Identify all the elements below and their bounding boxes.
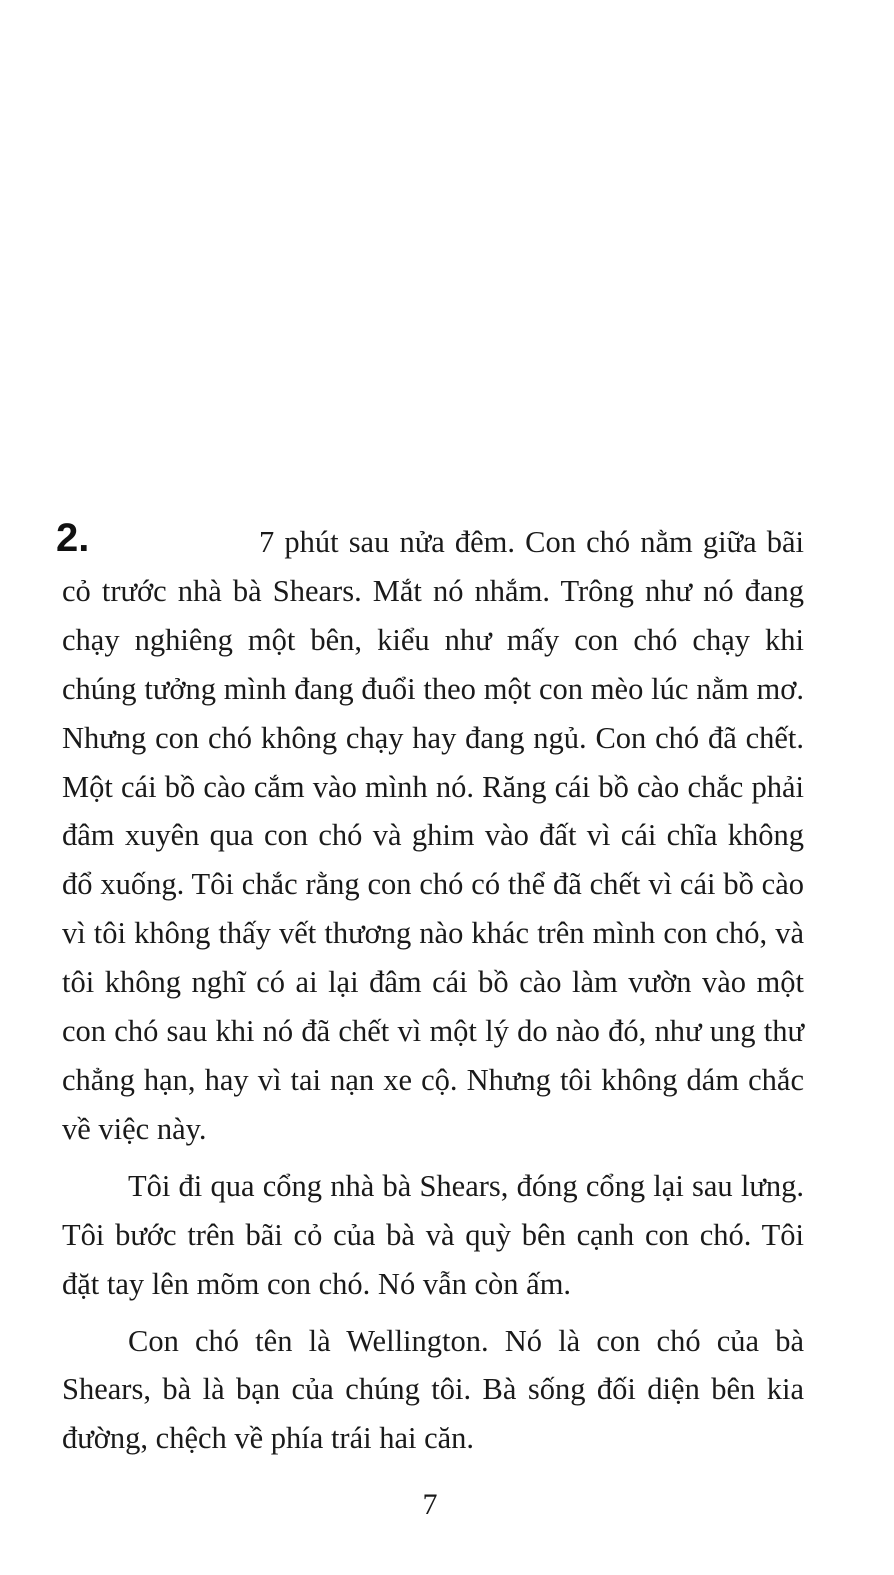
paragraph-1: 7 phút sau nửa đêm. Con chó nằm giữa bãi cỏ trước nhà bà Shears. Mắt nó nhắm. Trông như nó đang chạy nghiêng một bên, kiểu như mấy con chó chạy khi chúng tưởng mình đang đuổi theo một con mèo lúc nằm mơ. Nhưng con chó không chạy hay đang ngủ. Con chó đã chết. Một cái bồ cào cắm vào mình nó. Răng cái bồ cào chắc phải đâm xuyên qua con chó và ghim vào đất vì cái chĩa không đổ xuống. Tôi chắc rằng con chó có thể đã chết vì cái bồ cào vì tôi không thấy vết thương nào khác trên mình con chó, và tôi không nghĩ có ai lại đâm cái bồ cào làm vườn vào một con chó sau khi nó đã chết vì một lý do nào đó, như ung thư chẳng hạn, hay vì tai nạn xe cộ. Nhưng tôi không dám chắc về việc này. bbox=[62, 525, 804, 1146]
chapter-number: 2. bbox=[56, 516, 90, 560]
page-number: 7 bbox=[422, 1488, 438, 1521]
paragraph-2: Tôi đi qua cổng nhà bà Shears, đóng cổng lại sau lưng. Tôi bước trên bãi cỏ của bà và quỳ bên cạnh con chó. Tôi đặt tay lên mõm con chó. Nó vẫn còn ấm. bbox=[62, 1168, 804, 1301]
paragraph-3: Con chó tên là Wellington. Nó là con chó của bà Shears, bà là bạn của chúng tôi. Bà sống đối diện bên kia đường, chệch về phía trái hai căn. bbox=[62, 1323, 804, 1456]
chapter-body bbox=[62, 518, 804, 1463]
